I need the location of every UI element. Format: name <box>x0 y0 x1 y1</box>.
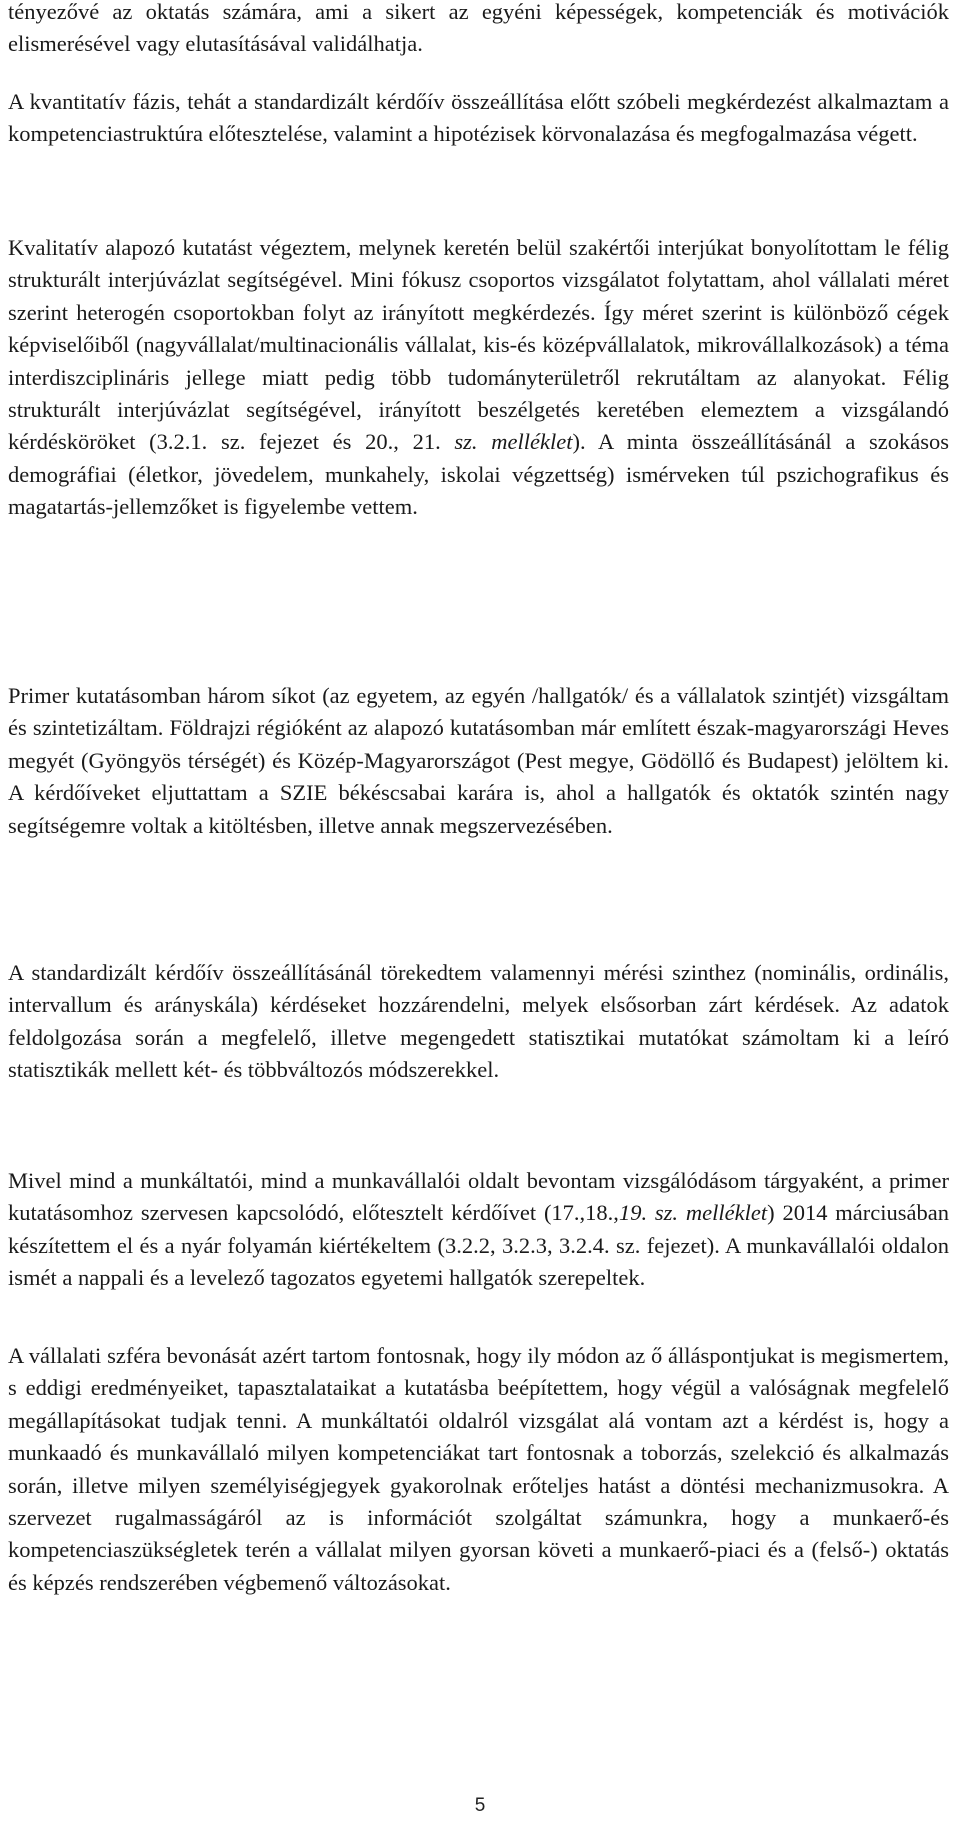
paragraph-2 <box>8 86 949 151</box>
paragraph-6-text-b: ) 2014 márciusában készítettem el és a nyár folyamán kiértékeltem (3.2.2, 3.2.3, 3.2.4. sz. fejezet). A munkavállalói oldalon ismét a nappali és a levelező tagozatos egyetemi hallgatók szerepeltek. <box>8 1200 949 1291</box>
paragraph-5 <box>8 957 949 1087</box>
appendix-reference: sz. melléklet <box>454 429 573 455</box>
paragraph-5-text: A standardizált kérdőív összeállításánál törekedtem valamennyi mérési szinthez (nominális, ordinális, intervallum és arányskála) kérdéseket hozzárendelni, melyek elsősorban zárt kérdések. Az adatok feldolgozása során a megfelelő, illetve megengedett statisztikai mutatókat számoltam ki a leíró statisztikák mellett két- és többváltozós módszerekkel. <box>8 960 949 1083</box>
paragraph-7 <box>8 1340 949 1599</box>
appendix-reference: 19. sz. melléklet <box>618 1200 768 1226</box>
paragraph-6 <box>8 1165 949 1295</box>
paragraph-7-text: A vállalati szféra bevonását azért tartom fontosnak, hogy ily módon az ő álláspontjukat is megismertem, s eddigi eredményeiket, tapasztalataikat a kutatásba beépítettem, hogy végül a valóságnak megfelelő megállapításokat tudjak tenni. A munkáltatói oldalról vizsgálat alá vontam azt a kérdést is, hogy a munkaadó és munkavállaló milyen kompetenciákat tart fontosnak a toborzás, szelekció és alkalmazás során, illetve milyen személyiségjegyek gyakorolnak erőteljes hatást a döntési mechanizmusokra. A szervezet rugalmasságáról az is információt szolgáltat számunkra, hogy a munkaerő-és kompetenciaszükségletek terén a vállalat milyen gyorsan követi a munkaerő-piaci és a (felső-) oktatás és képzés rendszerében végbemenő változásokat. <box>8 1343 949 1595</box>
paragraph-3 <box>8 232 949 524</box>
paragraph-3-text-a: Kvalitatív alapozó kutatást végeztem, melynek keretén belül szakértői interjúkat bonyolítottam le félig strukturált interjúvázlat segítségével. Mini fókusz csoportos vizsgálatot folytattam, ahol vállalati méret szerint heterogén csoportokban folyt az irányított megkérdezés. Így méret szerint is különböző cégek képviselőiből (nagyvállalat/multinacionális vállalat, kis-és középvállalatok, mikrovállalkozások) a téma interdiszciplináris jellege miatt pedig több tudományterületről rekrutáltam az alanyokat. Félig strukturált interjúvázlat segítségével, irányított beszélgetés keretében elemeztem a vizsgálandó kérdésköröket (3.2.1. sz. fejezet és 20., 21. <box>8 235 949 455</box>
paragraph-1-text: tényezővé az oktatás számára, ami a sikert az egyéni képességek, kompetenciák és motivációk elismerésével vagy elutasításával validálhatja. <box>8 0 949 57</box>
paragraph-6-text-a: Mivel mind a munkáltatói, mind a munkavállalói oldalt bevontam vizsgálódásom tárgyaként, a primer kutatásomhoz szervesen kapcsolódó, előtesztelt kérdőívet (17.,18., <box>8 1168 949 1226</box>
paragraph-3-text-b: ). A minta összeállításánál a szokásos demográfiai (életkor, jövedelem, munkahely, iskolai végzettség) ismérveken túl pszichografikus és magatartás-jellemzőket is figyelembe vettem. <box>8 429 950 520</box>
paragraph-4 <box>8 680 949 842</box>
page-number: 5 <box>474 1795 486 1816</box>
paragraph-1 <box>8 0 949 61</box>
paragraph-2-text: A kvantitatív fázis, tehát a standardizált kérdőív összeállítása előtt szóbeli megkérdezést alkalmaztam a kompetenciastruktúra előtesztelése, valamint a hipotézisek körvonalazása és megfogalmazása végett. <box>8 89 949 147</box>
paragraph-4-text: Primer kutatásomban három síkot (az egyetem, az egyén /hallgatók/ és a vállalatok szintjét) vizsgáltam és szintetizáltam. Földrajzi régióként az alapozó kutatásomban már említett észak-magyarországi Heves megyét (Gyöngyös térségét) és Közép-Magyarországot (Pest megye, Gödöllő és Budapest) jelöltem ki. A kérdőíveket eljuttattam a SZIE békéscsabai karára is, ahol a hallgatók és oktatók szintén nagy segítségemre voltak a kitöltésben, illetve annak megszervezésében. <box>8 683 949 838</box>
